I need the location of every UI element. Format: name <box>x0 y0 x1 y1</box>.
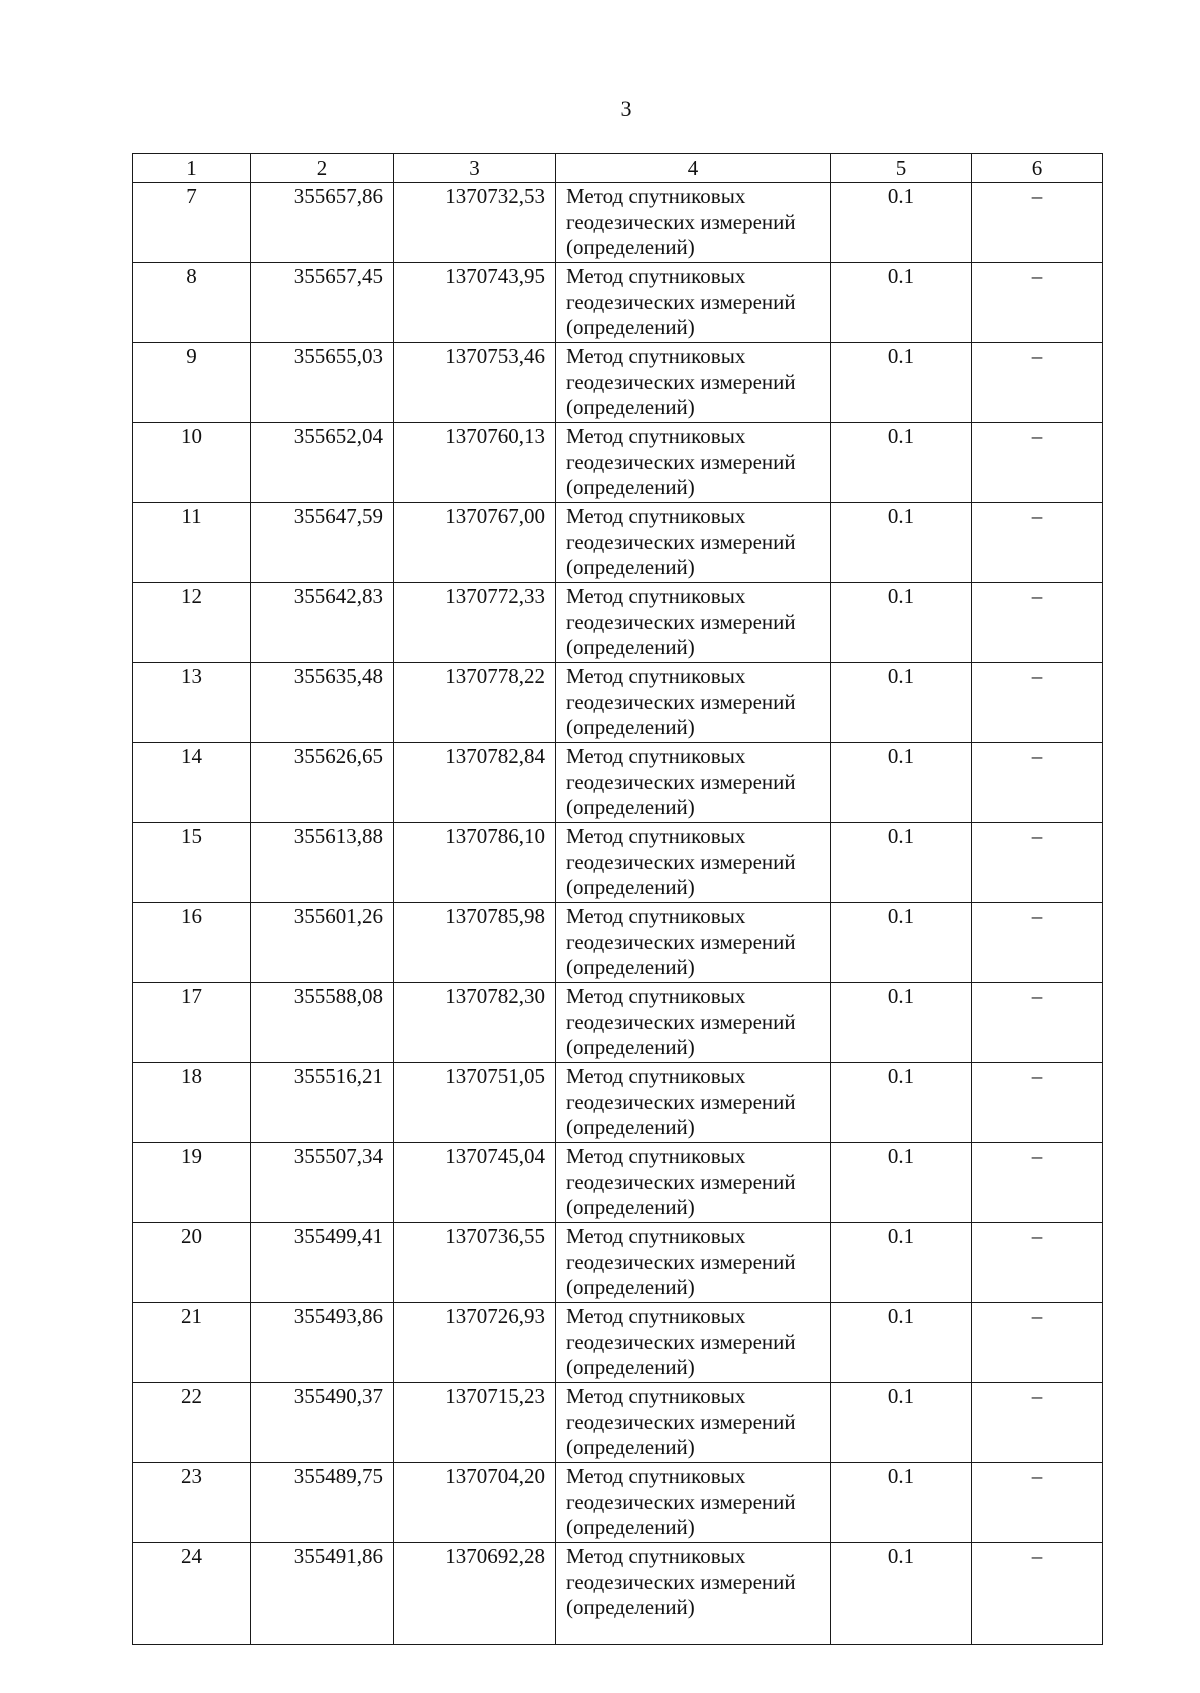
table-row <box>133 903 1103 983</box>
accuracy-cell: 0.1 <box>831 423 972 503</box>
accuracy-cell: 0.1 <box>831 583 972 663</box>
y-coordinate-cell: 1370782,84 <box>394 743 556 823</box>
table-row <box>133 1543 1103 1645</box>
y-coordinate-cell: 1370785,98 <box>394 903 556 983</box>
table-row <box>133 1303 1103 1383</box>
table-row <box>133 1383 1103 1463</box>
accuracy-cell: 0.1 <box>831 183 972 263</box>
note-cell: – <box>972 983 1103 1063</box>
note-cell: – <box>972 263 1103 343</box>
method-cell: Метод спутниковых геодезических измерений (определений) <box>556 583 831 663</box>
column-header-6: 6 <box>972 154 1103 183</box>
point-number-cell: 13 <box>133 663 251 743</box>
method-cell: Метод спутниковых геодезических измерений (определений) <box>556 823 831 903</box>
x-coordinate-cell: 355491,86 <box>251 1543 394 1645</box>
header-row <box>133 154 1103 183</box>
y-coordinate-cell: 1370786,10 <box>394 823 556 903</box>
accuracy-cell: 0.1 <box>831 663 972 743</box>
method-cell: Метод спутниковых геодезических измерений (определений) <box>556 183 831 263</box>
y-coordinate-cell: 1370715,23 <box>394 1383 556 1463</box>
accuracy-cell: 0.1 <box>831 1143 972 1223</box>
note-cell: – <box>972 1223 1103 1303</box>
method-cell: Метод спутниковых геодезических измерений (определений) <box>556 263 831 343</box>
point-number-cell: 11 <box>133 503 251 583</box>
note-cell: – <box>972 343 1103 423</box>
y-coordinate-cell: 1370767,00 <box>394 503 556 583</box>
table-row <box>133 503 1103 583</box>
table-row <box>133 583 1103 663</box>
point-number-cell: 19 <box>133 1143 251 1223</box>
y-coordinate-cell: 1370753,46 <box>394 343 556 423</box>
y-coordinate-cell: 1370778,22 <box>394 663 556 743</box>
method-cell: Метод спутниковых геодезических измерений (определений) <box>556 1463 831 1543</box>
x-coordinate-cell: 355655,03 <box>251 343 394 423</box>
accuracy-cell: 0.1 <box>831 1303 972 1383</box>
point-number-cell: 7 <box>133 183 251 263</box>
method-cell: Метод спутниковых геодезических измерений (определений) <box>556 1063 831 1143</box>
method-cell: Метод спутниковых геодезических измерений (определений) <box>556 663 831 743</box>
table-row <box>133 983 1103 1063</box>
point-number-cell: 16 <box>133 903 251 983</box>
table-row <box>133 1143 1103 1223</box>
method-cell: Метод спутниковых геодезических измерений (определений) <box>556 743 831 823</box>
point-number-cell: 15 <box>133 823 251 903</box>
accuracy-cell: 0.1 <box>831 823 972 903</box>
point-number-cell: 8 <box>133 263 251 343</box>
note-cell: – <box>972 1383 1103 1463</box>
page-number: 3 <box>620 96 632 121</box>
note-cell: – <box>972 663 1103 743</box>
accuracy-cell: 0.1 <box>831 983 972 1063</box>
method-cell: Метод спутниковых геодезических измерений (определений) <box>556 503 831 583</box>
note-cell: – <box>972 1303 1103 1383</box>
table-header <box>133 154 1103 183</box>
note-cell: – <box>972 823 1103 903</box>
accuracy-cell: 0.1 <box>831 503 972 583</box>
method-cell: Метод спутниковых геодезических измерений (определений) <box>556 1303 831 1383</box>
x-coordinate-cell: 355652,04 <box>251 423 394 503</box>
note-cell: – <box>972 1463 1103 1543</box>
point-number-cell: 9 <box>133 343 251 423</box>
accuracy-cell: 0.1 <box>831 263 972 343</box>
y-coordinate-cell: 1370726,93 <box>394 1303 556 1383</box>
point-number-cell: 22 <box>133 1383 251 1463</box>
note-cell: – <box>972 503 1103 583</box>
method-cell: Метод спутниковых геодезических измерений (определений) <box>556 983 831 1063</box>
note-cell: – <box>972 1143 1103 1223</box>
column-header-2: 2 <box>251 154 394 183</box>
point-number-cell: 24 <box>133 1543 251 1645</box>
column-header-3: 3 <box>394 154 556 183</box>
note-cell: – <box>972 1543 1103 1645</box>
y-coordinate-cell: 1370772,33 <box>394 583 556 663</box>
column-header-5: 5 <box>831 154 972 183</box>
table-row <box>133 263 1103 343</box>
accuracy-cell: 0.1 <box>831 1063 972 1143</box>
point-number-cell: 10 <box>133 423 251 503</box>
method-cell: Метод спутниковых геодезических измерений (определений) <box>556 1543 831 1645</box>
accuracy-cell: 0.1 <box>831 743 972 823</box>
accuracy-cell: 0.1 <box>831 1383 972 1463</box>
point-number-cell: 20 <box>133 1223 251 1303</box>
x-coordinate-cell: 355642,83 <box>251 583 394 663</box>
point-number-cell: 18 <box>133 1063 251 1143</box>
coordinates-table <box>132 153 1103 1645</box>
point-number-cell: 14 <box>133 743 251 823</box>
x-coordinate-cell: 355613,88 <box>251 823 394 903</box>
x-coordinate-cell: 355489,75 <box>251 1463 394 1543</box>
column-header-1: 1 <box>133 154 251 183</box>
x-coordinate-cell: 355635,48 <box>251 663 394 743</box>
table-row <box>133 1063 1103 1143</box>
y-coordinate-cell: 1370760,13 <box>394 423 556 503</box>
table-row <box>133 183 1103 263</box>
table-row <box>133 743 1103 823</box>
x-coordinate-cell: 355657,86 <box>251 183 394 263</box>
y-coordinate-cell: 1370745,04 <box>394 1143 556 1223</box>
method-cell: Метод спутниковых геодезических измерений (определений) <box>556 903 831 983</box>
method-cell: Метод спутниковых геодезических измерений (определений) <box>556 343 831 423</box>
note-cell: – <box>972 583 1103 663</box>
method-cell: Метод спутниковых геодезических измерений (определений) <box>556 1143 831 1223</box>
method-cell: Метод спутниковых геодезических измерений (определений) <box>556 423 831 503</box>
x-coordinate-cell: 355657,45 <box>251 263 394 343</box>
y-coordinate-cell: 1370704,20 <box>394 1463 556 1543</box>
accuracy-cell: 0.1 <box>831 1543 972 1645</box>
table-row <box>133 823 1103 903</box>
x-coordinate-cell: 355490,37 <box>251 1383 394 1463</box>
x-coordinate-cell: 355588,08 <box>251 983 394 1063</box>
accuracy-cell: 0.1 <box>831 1223 972 1303</box>
accuracy-cell: 0.1 <box>831 343 972 423</box>
y-coordinate-cell: 1370732,53 <box>394 183 556 263</box>
note-cell: – <box>972 1063 1103 1143</box>
note-cell: – <box>972 423 1103 503</box>
table-body <box>133 183 1103 1645</box>
x-coordinate-cell: 355516,21 <box>251 1063 394 1143</box>
accuracy-cell: 0.1 <box>831 903 972 983</box>
table-row <box>133 1223 1103 1303</box>
x-coordinate-cell: 355647,59 <box>251 503 394 583</box>
column-header-4: 4 <box>556 154 831 183</box>
x-coordinate-cell: 355499,41 <box>251 1223 394 1303</box>
point-number-cell: 23 <box>133 1463 251 1543</box>
note-cell: – <box>972 903 1103 983</box>
accuracy-cell: 0.1 <box>831 1463 972 1543</box>
point-number-cell: 12 <box>133 583 251 663</box>
y-coordinate-cell: 1370736,55 <box>394 1223 556 1303</box>
table-row <box>133 343 1103 423</box>
x-coordinate-cell: 355601,26 <box>251 903 394 983</box>
x-coordinate-cell: 355493,86 <box>251 1303 394 1383</box>
method-cell: Метод спутниковых геодезических измерений (определений) <box>556 1223 831 1303</box>
x-coordinate-cell: 355626,65 <box>251 743 394 823</box>
point-number-cell: 21 <box>133 1303 251 1383</box>
method-cell: Метод спутниковых геодезических измерений (определений) <box>556 1383 831 1463</box>
table-row <box>133 663 1103 743</box>
y-coordinate-cell: 1370751,05 <box>394 1063 556 1143</box>
table-row <box>133 423 1103 503</box>
y-coordinate-cell: 1370743,95 <box>394 263 556 343</box>
table-row <box>133 1463 1103 1543</box>
x-coordinate-cell: 355507,34 <box>251 1143 394 1223</box>
note-cell: – <box>972 183 1103 263</box>
y-coordinate-cell: 1370782,30 <box>394 983 556 1063</box>
note-cell: – <box>972 743 1103 823</box>
point-number-cell: 17 <box>133 983 251 1063</box>
y-coordinate-cell: 1370692,28 <box>394 1543 556 1645</box>
